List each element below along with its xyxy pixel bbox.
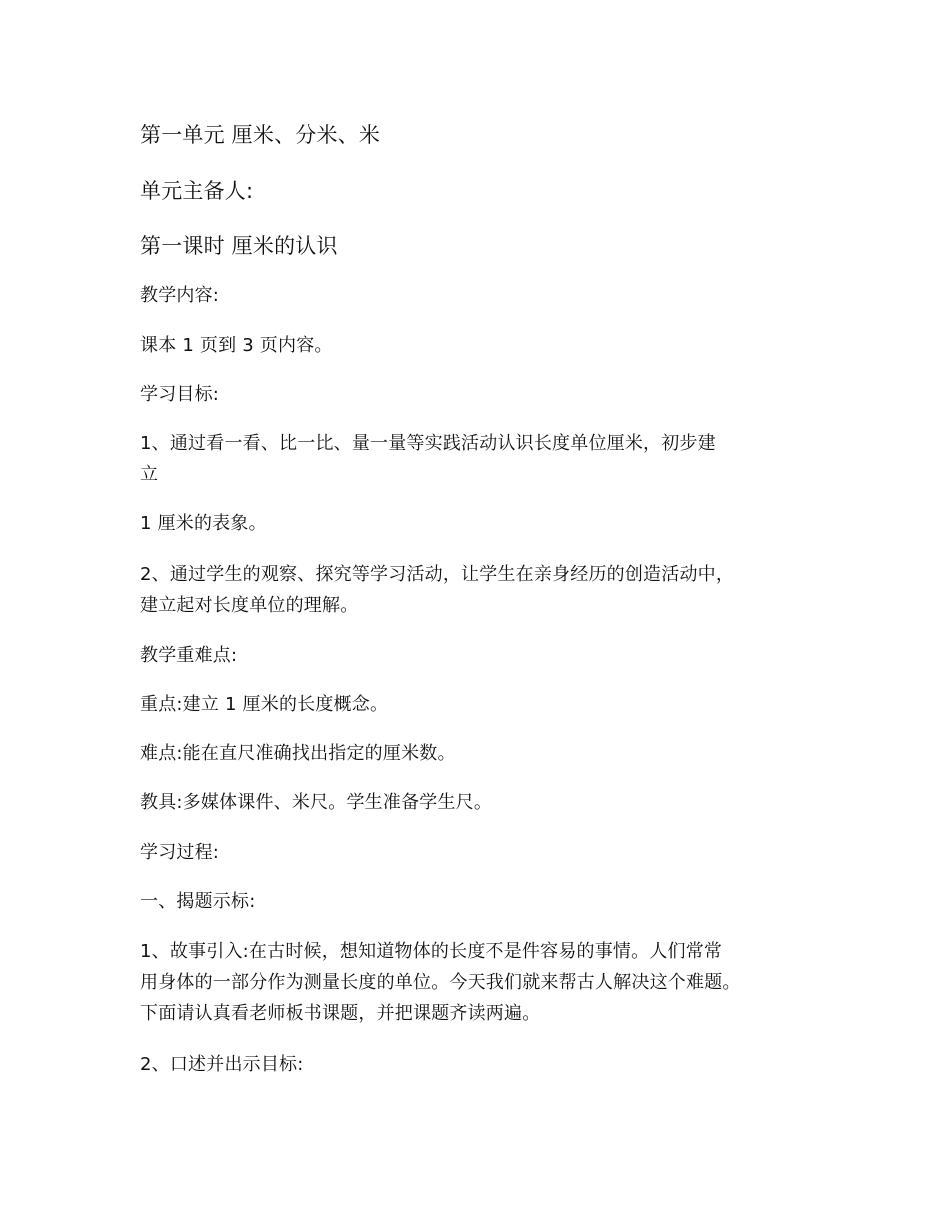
step-1-2: 2、口述并出示目标: [140,1054,304,1075]
step-1-1-line-2: 用身体的一部分作为测量长度的单位。今天我们就来帮古人解决这个难题。 [140,972,741,993]
teaching-content-label: 教学内容: [140,285,220,306]
process-label: 学习过程: [140,842,220,863]
lesson-title: 第一课时 厘米的认识 [140,234,338,258]
teaching-aids: 教具:多媒体课件、米尺。学生准备学生尺。 [140,792,493,813]
goal-2-line-2: 建立起对长度单位的理解。 [140,595,359,616]
step-1-1-line-3: 下面请认真看老师板书课题，并把课题齐读两遍。 [140,1003,541,1024]
unit-title: 第一单元 厘米、分米、米 [140,123,381,147]
goal-2-line-1: 2、通过学生的观察、探究等学习活动，让学生在亲身经历的创造活动中， [140,564,735,585]
goal-1-line-3: 1 厘米的表象。 [140,513,267,534]
unit-preparer: 单元主备人: [140,179,254,203]
key-point: 重点:建立 1 厘米的长度概念。 [140,694,389,715]
step-1-title: 一、揭题示标: [140,891,256,912]
difficult-point: 难点:能在直尺准确找出指定的厘米数。 [140,743,456,764]
teaching-content: 课本 1 页到 3 页内容。 [140,335,333,356]
goal-1-line-1: 1、通过看一看、比一比、量一量等实践活动认识长度单位厘米，初步建 [140,433,716,454]
goal-1-line-2: 立 [140,464,159,485]
key-difficult-label: 教学重难点: [140,645,238,666]
learning-goals-label: 学习目标: [140,384,220,405]
step-1-1-line-1: 1、故事引入:在古时候，想知道物体的长度不是件容易的事情。人们常常 [140,941,723,962]
